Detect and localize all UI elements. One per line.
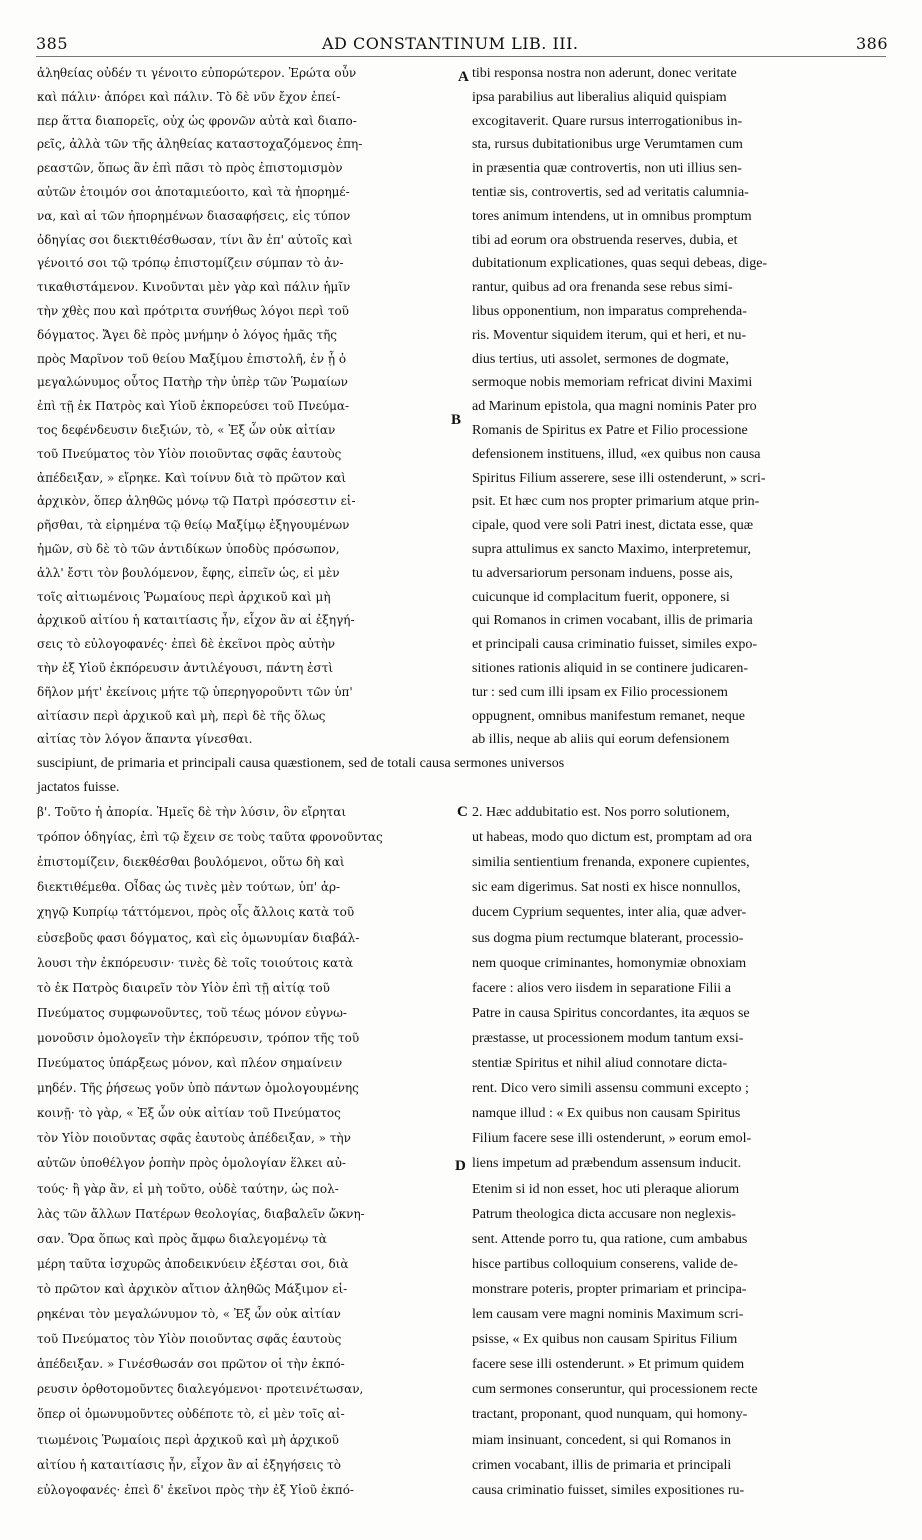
latin-text-line: ab illis, neque ab aliis qui eorum defensionem <box>472 732 730 748</box>
greek-text-line: Πνεύματος συμφωνοῦντες, τοῦ τέως μόνον εὐγνω- <box>37 1005 347 1020</box>
latin-text-line: ipsa parabilius aut liberalius aliquid quispiam <box>472 89 727 105</box>
greek-text-line: καὶ πάλιν· ἀπόρει καὶ πάλιν. Τὸ δὲ νῦν ἔχον ἐπεί- <box>37 89 341 104</box>
latin-text-line: oppugnent, omnibus manifestum remanet, neque <box>472 708 745 724</box>
greek-text-line: εὐλογοφανές· ἐπεὶ δ' ἐκεῖνοι πρὸς τὴν ἐξ Υἱοῦ ἐκπό- <box>37 1482 354 1497</box>
latin-text-line: libus opponentium, non imparatus comprehenda- <box>472 304 747 319</box>
latin-text-line: sic eam digerimus. Sat nosti ex hisce nonnullos, <box>472 880 741 896</box>
greek-text-line: μεγαλώνυμος οὗτος Πατὴρ τὴν ὑπὲρ τῶν Ῥωμαίων <box>37 375 348 390</box>
running-title: AD CONSTANTINUM LIB. III. <box>322 34 579 53</box>
latin-text-line: suscipiunt, de primaria et principali causa quæstionem, sed de totali causa sermones universos <box>37 756 565 771</box>
column-marker-a: A <box>458 69 469 85</box>
latin-text-line: tibi ad eorum ora obstruenda reserves, dubia, et <box>472 232 738 248</box>
latin-text-line: Romanis de Spiritus ex Patre et Filio processione <box>472 423 748 438</box>
greek-text-line: τὸ πρῶτον καὶ ἀρχικὸν αἴτιον ἀληθῶς Μάξιμον εἰ- <box>37 1281 348 1296</box>
greek-text-line: ἡμῶν, σὺ δὲ τὸ τῶν ἀντιδίκων ὑποδὺς πρόσωπον, <box>37 542 340 556</box>
greek-text-line: ρεαστῶν, ὅπως ἂν ἐπὶ πᾶσι τὸ πρὸς ἐπιστομισμὸν <box>37 161 343 176</box>
greek-text-line: τὸ ἐκ Πατρὸς διαιρεῖν τὸν Υἱὸν ἐπὶ τῇ αἰτίᾳ τοῦ <box>37 980 330 995</box>
latin-text-line: stentiæ Spiritus et nihil aliud connotare dicta- <box>472 1056 728 1071</box>
latin-text-line: supra attulimus ex sancto Maximo, interpretemur, <box>472 542 751 557</box>
greek-text-line: τοῦ Πνεύματος τὸν Υἱὸν ποιοῦντας σφᾶς ἑαυτοὺς <box>37 1332 342 1347</box>
latin-text-line: Filium facere sese illi ostenderunt, » eorum emol- <box>472 1131 752 1147</box>
greek-text-line: μονοῦσιν ὁμολογεῖν τὴν ἐκπόρευσιν, τρόπον τῆς τοῦ <box>37 1030 360 1045</box>
greek-text-line: περ ἅττα διαπορεῖς, οὐχ ὡς φρονῶν αὐτὰ καὶ διαπο- <box>37 113 357 128</box>
latin-text-line: tentiæ sis, controvertis, sed ad veritatis calumnia- <box>472 185 749 200</box>
latin-text-line: similia sentientium frenanda, exponere cupientes, <box>472 855 750 871</box>
latin-text-line: qui Romanos in crimen vocabant, illis de primaria <box>472 613 753 629</box>
greek-text-line: ρευσιν ὀρθοτομοῦντες διαλεγόμενοι· προτεινέτωσαν, <box>37 1382 364 1397</box>
latin-text-line: facere : alios vero iisdem in separatione Filii a <box>472 980 731 996</box>
latin-text-line: et principali causa criminatio fuisset, similes expo- <box>472 637 757 653</box>
greek-text-line: σαν. Ὅρα ὅπως καὶ πρὸς ἄμφω διαλεγομένῳ τὰ <box>37 1231 327 1246</box>
greek-text-line: αἰτίασιν περὶ ἀρχικοῦ καὶ μὴ, περὶ δὲ τῆς ὅλως <box>37 708 326 723</box>
greek-text-line: αὐτῶν ὑποθέλγον ῥοπὴν πρὸς ὁμολογίαν ἕλκει αὐ- <box>37 1156 346 1171</box>
latin-text-line: sitiones rationis aliquid in se continere judicaren- <box>472 661 749 676</box>
latin-text-line: facere sese illi ostenderunt. » Et primum quidem <box>472 1357 745 1373</box>
greek-text-line: τοῖς αἰτιωμένοις Ῥωμαίους περὶ ἀρχικοῦ καὶ μὴ <box>37 589 331 604</box>
page-number-left: 385 <box>36 34 69 53</box>
latin-text-line: ris. Moventur siquidem iterum, qui et heri, et nu- <box>472 327 747 343</box>
latin-text-line: ducem Cyprium sequentes, inter alia, quæ adver- <box>472 905 747 921</box>
greek-text-line: διεκτιθέμεθα. Οἶδας ὡς τινὲς μὲν τούτων, ὑπ' ἀρ- <box>37 880 341 895</box>
greek-text-line: κοινῇ· τὸ γὰρ, « Ἐξ ὧν οὐκ αἰτίαν τοῦ Πνεύματος <box>37 1106 341 1121</box>
latin-text-line: crimen vocabant, illis de primaria et principali <box>472 1457 732 1473</box>
column-marker-d: D <box>455 1158 466 1174</box>
greek-text-line: λουσι τὴν ἐκπόρευσιν· τινὲς δὲ τοῖς τοιούτοις κατὰ <box>37 955 353 970</box>
greek-text-line: σεις τὸ εὐλογοφανές· ἐπεὶ δὲ ἐκεῖνοι πρὸς αὐτὴν <box>37 637 336 652</box>
latin-text-line: excogitaverit. Quare rursus interrogationibus in- <box>472 113 743 129</box>
latin-text-line: 2. Hæc addubitatio est. Nos porro solutionem, <box>472 805 730 820</box>
greek-text-line: ἀπέδειξαν, » εἴρηκε. Καὶ τοίνυν διὰ τὸ πρῶτον καὶ <box>37 470 347 485</box>
latin-text-line: psit. Et hæc cum nos propter primarium atque prin- <box>472 494 760 510</box>
greek-text-line: ἀρχικοῦ αἰτίου ἡ καταιτίασις ἦν, εἶχον ἂν αἱ ἐξηγή- <box>37 613 355 628</box>
greek-text-line: τρόπον ὁδηγίας, ἐπὶ τῷ ἔχειν σε τοὺς ταῦτα φρονοῦντας <box>37 830 383 845</box>
greek-text-line: ρεῖς, ἀλλὰ τῶν τῆς ἀληθείας καταστοχαζόμενος ἐπη- <box>37 137 363 152</box>
latin-text-line: tu adversariorum personam induens, posse ais, <box>472 565 733 581</box>
greek-text-line: γένοιτό σοι τῷ τρόπῳ ἐπιστομίζειν σύμπαν τὸ ἀν- <box>37 256 344 271</box>
latin-text-line: liens impetum ad præbendum assensum inducit. <box>472 1156 742 1172</box>
greek-text-line: ὁδηγίας σοι διεκτιθέσθωσαν, τίνι ἂν ἐπ' αὐτοῖς καὶ <box>37 232 353 247</box>
latin-text-line: ut habeas, modo quo dictum est, promptam ad ora <box>472 830 752 846</box>
greek-text-line: αἰτίας τὸν λόγον ἅπαντα γίνεσθαι. <box>37 732 253 747</box>
latin-text-line: rantur, quibus ad ora frenanda sese rebus simi- <box>472 280 733 296</box>
header-rule <box>36 56 886 57</box>
latin-text-line: cum sermones conseruntur, qui processionem recte <box>472 1382 758 1398</box>
latin-text-line: sus dogma pium rectumque blaterant, processio- <box>472 930 744 946</box>
greek-text-line: χηγῷ Κυπρίῳ τάττόμενοι, πρὸς οἷς ἄλλοις κατὰ τοῦ <box>37 905 355 920</box>
greek-text-line: ἀρχικὸν, ὅπερ ἀληθῶς μόνῳ τῷ Πατρὶ πρόσεστιν εἰ- <box>37 494 356 509</box>
latin-text-line: tibi responsa nostra non aderunt, donec veritate <box>472 66 737 81</box>
greek-text-line: μέρη ταῦτα ἰσχυρῶς ἀποδεικνύειν ἐξέσται σοι, διὰ <box>37 1256 349 1271</box>
latin-text-line: dius tertius, uti assolet, sermones de dogmate, <box>472 351 730 367</box>
greek-text-line: ἀπέδειξαν. » Γινέσθωσάν σοι πρῶτον οἱ τὴν ἐκπό- <box>37 1357 345 1372</box>
greek-text-line: δῆλον μήτ' ἐκείνοις μήτε τῷ ὑπερηγοροῦντι τῶν ὑπ' <box>37 684 353 699</box>
latin-text-line: psisse, « Ex quibus non causam Spiritus Filium <box>472 1332 738 1348</box>
page-number-right: 386 <box>856 34 889 53</box>
greek-text-line: αὐτῶν ἑτοιμόν σοι ἀποταμιεύοιτο, καὶ τὰ ἠπορημέ- <box>37 185 350 199</box>
greek-text-line: αἰτίου ἡ καταιτίασις ἦν, εἶχον ἂν αἱ ἐξηγήσεις τὸ <box>37 1457 342 1472</box>
latin-text-line: sent. Attende porro tu, qua ratione, cum ambabus <box>472 1231 748 1247</box>
latin-text-line: tur : sed cum illi ipsam ex Filio processionem <box>472 684 728 700</box>
greek-text-line: τούς· ἢ γὰρ ἂν, εἰ μὴ τοῦτο, οὐδὲ ταύτην, ὡς πολ- <box>37 1181 339 1196</box>
greek-text-line: μηδέν. Τῆς ῥήσεως γοῦν ὑπὸ πάντων ὁμολογουμένης <box>37 1081 359 1096</box>
latin-text-line: miam insinuant, concedent, si qui Romanos in <box>472 1432 731 1448</box>
latin-text-line: monstrare poteris, propter primariam et principa- <box>472 1281 747 1297</box>
latin-text-line: jactatos fuisse. <box>37 780 120 795</box>
greek-text-line: ρῆσθαι, τὰ εἰρημένα τῷ θείῳ Μαξίμῳ ἐξηγουμένων <box>37 518 350 533</box>
latin-text-line: rent. Dico vero simili assensu communi excepto ; <box>472 1081 749 1097</box>
greek-text-line: λὰς τῶν ἄλλων Πατέρων θεολογίας, διαβαλεῖν ὤκνη- <box>37 1206 365 1221</box>
latin-text-line: sermoque nobis memoriam refricat divini Maximi <box>472 375 753 391</box>
greek-text-line: Πνεύματος ὑπάρξεως μόνον, καὶ πλέον σημαίνειν <box>37 1056 343 1070</box>
latin-text-line: ad Marinum epistola, qua magni nominis Pater pro <box>472 399 757 415</box>
greek-text-line: ἐπὶ τῇ ἐκ Πατρὸς καὶ Υἱοῦ ἐκπορεύσει τοῦ Πνεύμα- <box>37 399 350 414</box>
latin-text-line: sta, rursus dubitationibus urge Verumtamen cum <box>472 137 743 153</box>
latin-text-line: in præsentia quæ controvertis, non uti illius sen- <box>472 161 742 177</box>
latin-text-line: lem causam vere magni nominis Maximum scri- <box>472 1307 744 1322</box>
greek-text-line: ἐπιστομίζειν, διεκθέσθαι βουλόμενοι, οὕτω δὴ καὶ <box>37 855 345 870</box>
greek-text-line: τιωμένοις Ῥωμαίοις περὶ ἀρχικοῦ καὶ μὴ ἀρχικοῦ <box>37 1432 339 1447</box>
greek-text-line: να, καὶ αἱ τῶν ἠπορημένων διασαφήσεις, εἰς τύπον <box>37 208 351 223</box>
latin-text-line: cuicunque id complacitum fuerit, opponere, si <box>472 589 730 605</box>
greek-text-line: τικαθιστάμενον. Κινοῦνται μὲν γὰρ καὶ πάλιν ἡμῖν <box>37 280 351 295</box>
greek-text-line: β'. Τοῦτο ἡ ἀπορία. Ἡμεῖς δὲ τὴν λύσιν, ὃν εἴρηται <box>37 805 347 819</box>
greek-text-line: πρὸς Μαρῖνον τοῦ θείου Μαξίμου ἐπιστολῆ, ἐν ᾗ ὁ <box>37 351 347 366</box>
latin-text-line: Etenim si id non esset, hoc uti pleraque aliorum <box>472 1181 740 1197</box>
latin-text-line: tractant, proponant, quod nunquam, qui homony- <box>472 1407 748 1423</box>
latin-text-line: dubitationum explicationes, quas sequi debeas, dige- <box>472 256 768 272</box>
latin-text-line: cipale, quod vere soli Patri inest, dictata esse, quæ <box>472 518 754 534</box>
greek-text-line: τὸν Υἱὸν ποιοῦντας σφᾶς ἑαυτοὺς ἀπέδειξαν, » τὴν <box>37 1131 351 1146</box>
column-marker-c: C <box>457 804 468 820</box>
greek-text-line: ὅπερ οἱ ὁμωνυμοῦντες οὐδέποτε τὸ, εἰ μὲν τοῖς αἰ- <box>37 1407 345 1422</box>
greek-text-line: τὴν ἐξ Υἱοῦ ἐκπόρευσιν ἀντιλέγουσι, πάντη ἐστὶ <box>37 661 334 675</box>
latin-text-line: Spiritus Filium asserere, sese illi ostenderunt, » scri- <box>472 470 766 486</box>
greek-text-line: τος δεφένδευσιν διεξιών, τὸ, « Ἐξ ὧν οὐκ αἰτίαν <box>37 423 336 437</box>
greek-text-line: τοῦ Πνεύματος τὸν Υἱὸν ποιοῦντας σφᾶς ἑαυτοὺς <box>37 446 342 461</box>
latin-text-line: præstasse, ut processionem modum tantum exsi- <box>472 1030 744 1046</box>
latin-text-line: nem quoque criminantes, homonymiæ obnoxiam <box>472 955 747 971</box>
greek-text-line: εὐσεβοῦς φασι δόγματος, καὶ εἰς ὁμωνυμίαν διαβάλ- <box>37 930 360 945</box>
greek-text-line: ρηκέναι τὸν μεγαλώνυμον τὸ, « Ἐξ ὧν οὐκ αἰτίαν <box>37 1307 341 1321</box>
greek-text-line: ἀληθείας οὐδέν τι γένοιτο εὐπορώτερον. Ἐρώτα οὖν <box>37 66 357 80</box>
latin-text-line: namque illud : « Ex quibus non causam Spiritus <box>472 1106 741 1122</box>
latin-text-line: hisce partibus colloquium conserens, valide de- <box>472 1256 738 1272</box>
latin-text-line: Patrum theologica dicta accusare non neglexis- <box>472 1206 736 1222</box>
column-marker-b: B <box>451 412 462 428</box>
latin-text-line: Patre in causa Spiritus concordantes, ita æquos se <box>472 1005 750 1021</box>
latin-text-line: tores animum intendens, ut in omnibus promptum <box>472 208 752 224</box>
greek-text-line: ἀλλ' ἔστι τὸν βουλόμενον, ἔφης, εἰπεῖν ὡς, εἰ μὲν <box>37 565 340 580</box>
greek-text-line: τὴν χθὲς που καὶ πρότριτα συνήθως λόγοι περὶ τοῦ <box>37 304 349 318</box>
latin-text-line: causa criminatio fuisset, similes expositiones ru- <box>472 1482 745 1498</box>
latin-text-line: defensionem instituens, illud, «ex quibus non causa <box>472 446 761 462</box>
greek-text-line: δόγματος. Ἄγει δὲ πρὸς μνήμην ὁ λόγος ἡμᾶς τῆς <box>37 327 337 342</box>
